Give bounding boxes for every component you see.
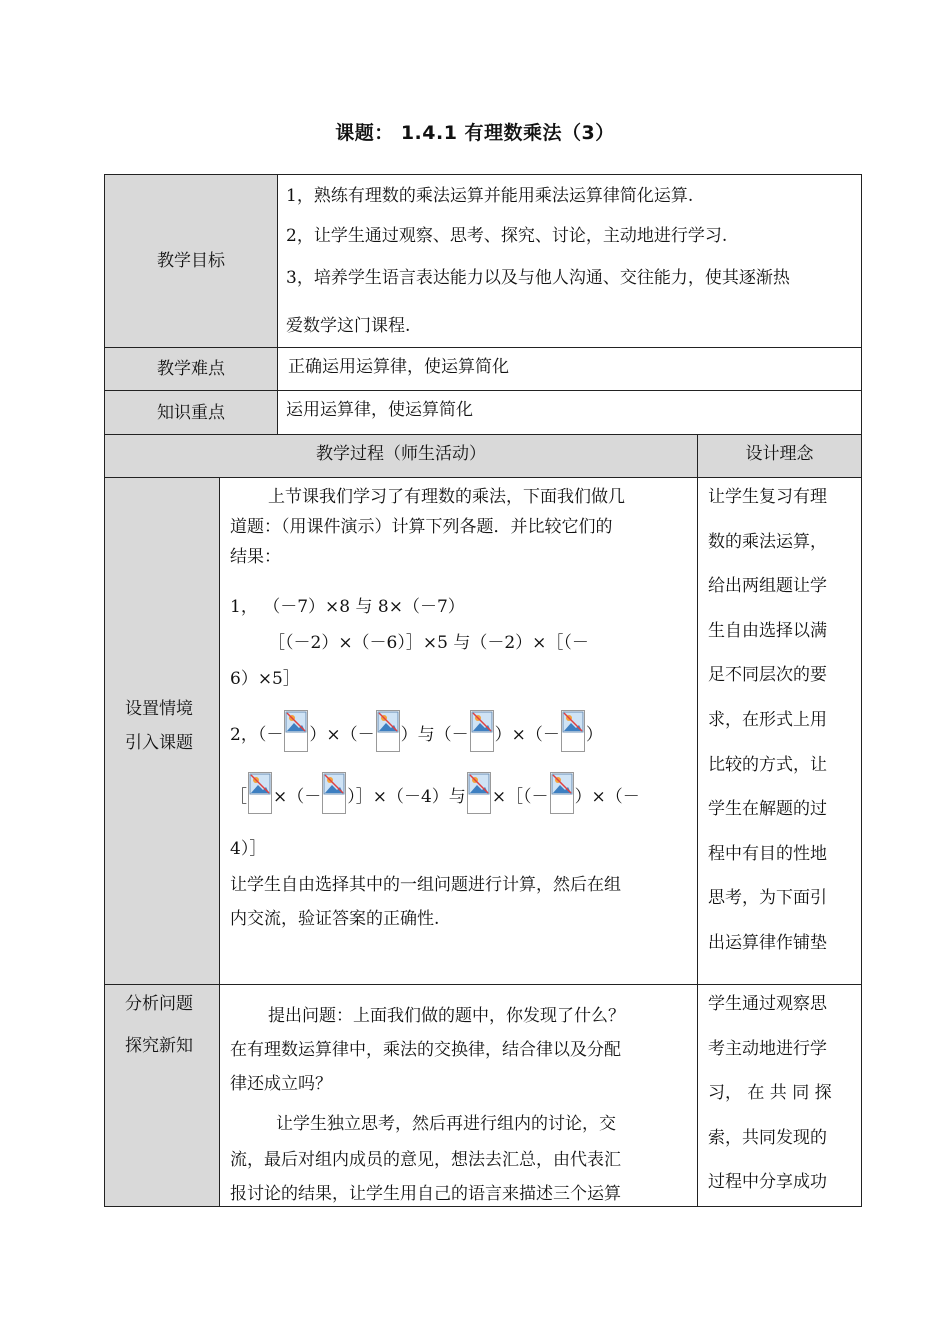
section1-line-7: 4）］ <box>230 839 267 859</box>
difficulty-content-cell <box>277 347 862 391</box>
objectives-label: 教学目标 <box>157 251 225 271</box>
design-header: 设计理念 <box>745 444 814 464</box>
section2-content-cell <box>219 984 698 1207</box>
section1-line-5: ［（－2）×（－6）］×5 与（－2）×［（－ <box>268 633 589 653</box>
broken-image-icon <box>470 710 494 752</box>
design-note-line: 足不同层次的要 <box>708 665 827 686</box>
broken-image-icon <box>284 710 308 752</box>
section2-label-cell <box>104 984 220 1207</box>
objective-item-1: 1，熟练有理数的乘法运算并能用乘法运算律简化运算. <box>286 186 694 206</box>
section1-line-9: 内交流，验证答案的正确性. <box>230 909 440 929</box>
section2-line-4: 让学生独立思考，然后再进行组内的讨论，交 <box>276 1114 616 1134</box>
formula-text: ［ <box>230 787 247 807</box>
keypoint-content-cell <box>277 390 862 435</box>
section1-label-line2: 引入课题 <box>125 733 193 753</box>
design-note-line: 学生在解题的过 <box>708 799 827 820</box>
broken-image-icon <box>248 772 272 814</box>
section1-formula-row-2 <box>230 772 640 814</box>
design-note-line: 出运算律作铺垫 <box>708 933 827 953</box>
section2-line-1: 提出问题：上面我们做的题中，你发现了什么？ <box>268 1006 625 1026</box>
broken-image-icon <box>561 710 585 752</box>
broken-image-icon <box>322 772 346 814</box>
keypoint-label-cell <box>104 390 278 435</box>
design-note-line: 让学生复习有理 <box>708 487 827 507</box>
section1-formula-row-1 <box>230 710 603 752</box>
section1-content-cell <box>219 477 698 985</box>
formula-text: ） <box>585 725 603 745</box>
design-note-line: 生自由选择以满 <box>708 620 827 641</box>
design-note-line: 思考，为下面引 <box>708 888 827 909</box>
design-note-line: 考主动地进行学 <box>708 1038 827 1059</box>
formula-text: ×［（－ <box>491 787 549 807</box>
design-note-line: 过程中分享成功 <box>708 1172 827 1193</box>
formula-text: ）与（－ <box>400 725 469 745</box>
formula-text: 2，（－ <box>230 725 284 745</box>
page-title: 课题： 1.4.1 有理数乘法（3） <box>335 122 615 144</box>
objectives-content-cell <box>277 174 862 348</box>
formula-text: ）×（－ <box>309 725 375 745</box>
keypoint-value: 运用运算律，使运算简化 <box>286 400 473 420</box>
objectives-label-cell <box>104 174 278 348</box>
broken-image-icon <box>550 772 574 814</box>
section2-line-6: 报讨论的结果，让学生用自己的语言来描述三个运算 <box>230 1184 621 1204</box>
section1-design-cell <box>697 477 862 985</box>
broken-image-icon <box>467 772 491 814</box>
process-header: 教学过程（师生活动） <box>316 444 486 464</box>
section1-line-4: 1， （－7）×8 与 8×（－7） <box>230 597 465 617</box>
section2-label-line2: 探究新知 <box>125 1036 193 1056</box>
difficulty-label-cell <box>104 347 278 391</box>
formula-text: ）×（－ <box>494 725 560 745</box>
design-note-line: 学生通过观察思 <box>708 994 827 1014</box>
section2-line-2: 在有理数运算律中，乘法的交换律，结合律以及分配 <box>230 1040 621 1060</box>
section2-line-5: 流，最后对组内成员的意见，想法去汇总，由代表汇 <box>230 1150 621 1170</box>
section1-line-6: 6）×5］ <box>230 669 300 689</box>
process-header-cell <box>104 434 698 478</box>
section1-line-1: 上节课我们学习了有理数的乘法，下面我们做几 <box>268 487 625 507</box>
broken-image-icon <box>376 710 400 752</box>
difficulty-value: 正确运用运算律，使运算简化 <box>288 357 509 377</box>
design-note-line: 求，在形式上用 <box>708 710 827 730</box>
section1-line-2: 道题：（用课件演示）计算下列各题．并比较它们的 <box>230 517 613 537</box>
objective-item-2: 2，让学生通过观察、思考、探究、讨论，主动地进行学习. <box>286 226 728 246</box>
formula-text: ）］×（－4）与 <box>347 787 466 807</box>
design-header-cell <box>697 434 862 478</box>
section1-label-line1: 设置情境 <box>125 699 193 719</box>
difficulty-label: 教学难点 <box>157 359 225 379</box>
section2-line-3: 律还成立吗？ <box>230 1074 332 1094</box>
formula-text: ）×（－ <box>574 787 640 807</box>
keypoint-label: 知识重点 <box>157 402 225 423</box>
design-note-line: 比较的方式，让 <box>708 754 827 775</box>
design-note-line: 给出两组题让学 <box>708 576 827 597</box>
design-note-line: 索，共同发现的 <box>708 1127 827 1148</box>
objective-item-3: 3，培养学生语言表达能力以及与他人沟通、交往能力，使其逐渐热 <box>286 268 790 288</box>
section2-label-line1: 分析问题 <box>125 994 193 1014</box>
design-note-line: 数的乘法运算， <box>708 531 827 552</box>
section1-line-8: 让学生自由选择其中的一组问题进行计算，然后在组 <box>230 875 621 895</box>
design-note-line: 程中有目的性地 <box>708 843 827 864</box>
section2-design-cell <box>697 984 862 1207</box>
design-note-line: 习， 在 共 同 探 <box>708 1083 832 1104</box>
section1-line-3: 结果： <box>230 547 281 567</box>
formula-text: ×（－ <box>273 787 322 807</box>
section1-label-cell <box>104 477 220 985</box>
objective-item-3-cont: 爱数学这门课程. <box>286 316 411 336</box>
